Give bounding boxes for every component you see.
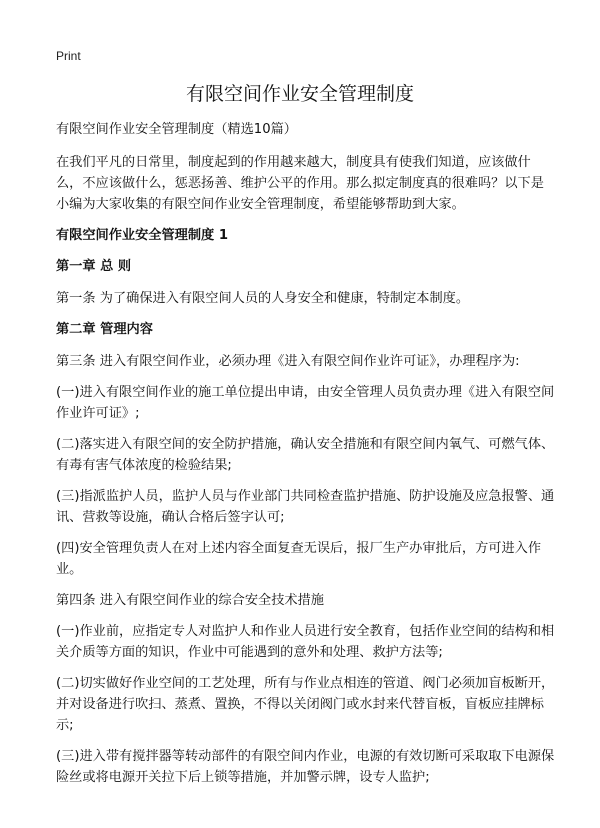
article-3-item-2: (二)落实进入有限空间的安全防护措施，确认安全措施和有限空间内氧气、可燃气体、有毒有害气体浓度的检验结果; <box>56 437 555 473</box>
article-4: 第四条 进入有限空间作业的综合安全技术措施 <box>56 593 324 608</box>
intro-paragraph: 在我们平凡的日常里，制度起到的作用越来越大，制度具有使我们知道，应该做什么，不应该做什么，惩恶扬善、维护公平的作用。那么拟定制度真的很难吗？以下是小编为大家收集的有限空间作业安全管理制度，希望能够帮助到大家。 <box>56 155 544 212</box>
chapter-1-title: 第一章 总 则 <box>56 259 132 274</box>
article-4-item-2: (二)切实做好作业空间的工艺处理，所有与作业点相连的管道、阀门必须加盲板断开，并对设备进行吹扫、蒸煮、置换，不得以关闭阀门或水封来代替盲板，盲板应挂牌标示; <box>56 676 555 733</box>
article-4-item-1: (一)作业前，应指定专人对监护人和作业人员进行安全教育，包括作业空间的结构和相关介质等方面的知识，作业中可能遇到的意外和处理、救护方法等; <box>56 624 555 660</box>
article-3-item-4: (四)安全管理负责人在对上述内容全面复查无误后，报厂生产办审批后，方可进入作业。 <box>56 541 542 577</box>
document-body <box>56 119 556 798</box>
chapter-2-title: 第二章 管理内容 <box>56 322 153 337</box>
article-1: 第一条 为了确保进入有限空间人员的人身安全和健康，特制定本制度。 <box>56 291 470 306</box>
article-3-item-3: (三)指派监护人员，监护人员与作业部门共同检查监护措施、防护设施及应急报警、通讯、营救等设施，确认合格后签字认可; <box>56 489 555 525</box>
document-title: 有限空间作业安全管理制度 <box>185 83 414 105</box>
article-3-item-1: (一)进入有限空间作业的施工单位提出申请，由安全管理人员负责办理《进入有限空间作业许可证》; <box>56 385 555 421</box>
section-heading: 有限空间作业安全管理制度 1 <box>56 228 229 243</box>
print-link[interactable]: Print <box>56 49 81 63</box>
article-3: 第三条 进入有限空间作业，必须办理《进入有限空间作业许可证》，办理程序为: <box>56 354 520 369</box>
document-subtitle: 有限空间作业安全管理制度（精选10篇） <box>56 122 297 137</box>
article-4-item-3: (三)进入带有搅拌器等转动部件的有限空间内作业，电源的有效切断可采取取下电源保险丝或将电源开关拉下后上锁等措施，并加警示牌，设专人监护; <box>56 749 555 785</box>
